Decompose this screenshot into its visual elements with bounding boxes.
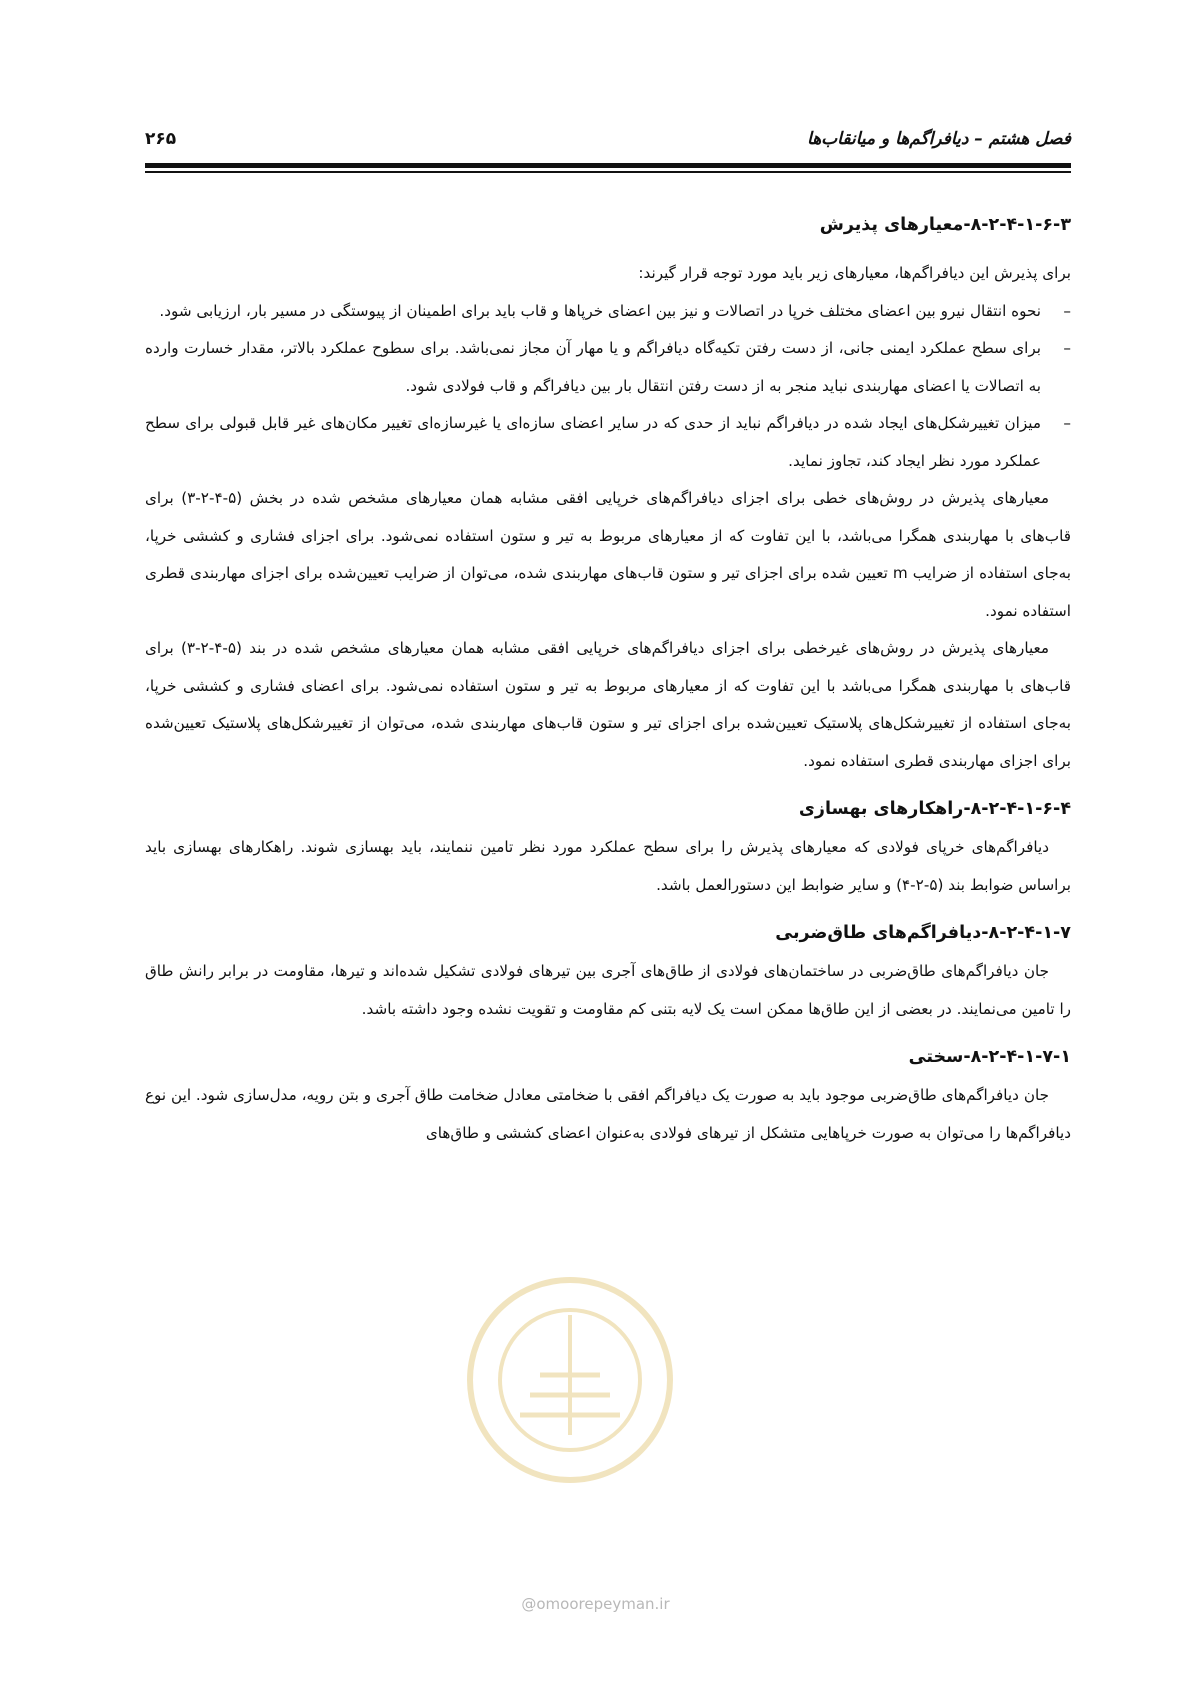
paragraph: جان دیافراگم‌های طاق‌ضربی موجود باید به صورت یک دیافراگم افقی با ضخامتی معادل ضخامت طاق آجری و بتن رویه، مدل‌سازی شود. این نوع دیافراگم‌ها را می‌توان به صورت خرپاهایی متشکل از تیرهای فولادی به‌عنوان اعضای کششی و طاق‌های bbox=[145, 1086, 1071, 1142]
bullet-text: میزان تغییرشکل‌های ایجاد شده در دیافراگم نباید از حدی که در سایر اعضای سازه‌ای یا غیرسازه‌ای تغییر مکان‌های غیر قابل قبولی برای سطح عملکرد مورد نظر ایجاد کند، تجاوز نماید. bbox=[145, 414, 1041, 470]
section-heading: ۸-۲-۴-۱-۶-۴-راهکارهای بهسازی bbox=[798, 799, 1071, 819]
section-heading: ۸-۲-۴-۱-۶-۳-معیارهای پذیرش bbox=[819, 215, 1071, 235]
bullet-text: نحوه انتقال نیرو بین اعضای مختلف خرپا در اتصالات و نیز بین اعضای خرپاها و قاب باید برای اطمینان از پیوستگی در مسیر بار، ارزیابی شود. bbox=[159, 301, 1041, 320]
section-heading: ۸-۲-۴-۱-۷-دیافراگم‌های طاق‌ضربی bbox=[775, 923, 1071, 943]
section-heading: ۸-۲-۴-۱-۷-۱-سختی bbox=[908, 1047, 1071, 1067]
paragraph: معیارهای پذیرش در روش‌های خطی برای اجزای دیافراگم‌های خرپایی افقی مشابه همان معیارهای مشخص شده در بخش (۵-۴-۲-۳) برای قاب‌های با مهاربندی همگرا می‌باشد، با این تفاوت که از معیارهای مربوط به تیر و ستون استفاده نمی‌شود. برای اجزای فشاری و کششی خرپا، به‌جای استفاده از ضرایب m تعیین شده برای اجزای تیر و ستون قاب‌های مهاربندی شده، می‌توان از ضرایب تعیین‌شده برای اجزای مهاربندی قطری استفاده نمود. bbox=[145, 489, 1071, 620]
bullet-text: برای سطح عملکرد ایمنی جانی، از دست رفتن تکیه‌گاه دیافراگم و یا مهار آن مجاز نمی‌باشد. برای سطوح عملکرد بالاتر، مقدار خسارت وارده به اتصالات یا اعضای مهاربندی نباید منجر به از دست رفتن انتقال بار بین دیافراگم و قاب فولادی شود. bbox=[145, 339, 1041, 395]
bullet-item bbox=[145, 405, 1071, 480]
dash-bullet-icon: – bbox=[1063, 301, 1071, 320]
bullet-item bbox=[145, 293, 1071, 331]
dash-bullet-icon: – bbox=[1063, 414, 1071, 432]
header-rule-thick bbox=[145, 163, 1071, 168]
paragraph: جان دیافراگم‌های طاق‌ضربی در ساختمان‌های فولادی از طاق‌های آجری بین تیرهای فولادی تشکیل شده‌اند و تیرها، مقاومت در برابر رانش طاق را تامین می‌نمایند. در بعضی از این طاق‌ها ممکن است یک لایه بتنی کم مقاومت و تقویت نشده وجود داشته باشد. bbox=[145, 962, 1071, 1018]
page-body bbox=[145, 205, 1071, 1152]
page-number: ۲۶۵ bbox=[145, 129, 177, 149]
dash-bullet-icon: – bbox=[1063, 339, 1071, 357]
bullet-list bbox=[145, 293, 1071, 481]
watermark-seal-icon bbox=[460, 1255, 680, 1505]
paragraph: برای پذیرش این دیافراگم‌ها، معیارهای زیر باید مورد توجه قرار گیرند: bbox=[638, 264, 1071, 282]
page-header bbox=[145, 124, 1071, 154]
chapter-title: فصل هشتم – دیافراگم‌ها و میانقاب‌ها bbox=[807, 129, 1071, 149]
watermark-site: @omoorepeyman.ir bbox=[521, 1595, 670, 1613]
paragraph: دیافراگم‌های خرپای فولادی که معیارهای پذیرش را برای سطح عملکرد مورد نظر تامین ننمایند، باید بهسازی شوند. راهکارهای بهسازی باید براساس ضوابط بند (۵-۲-۴) و سایر ضوابط این دستورالعمل باشد. bbox=[145, 838, 1071, 894]
header-rule-thin bbox=[145, 171, 1071, 173]
paragraph: معیارهای پذیرش در روش‌های غیرخطی برای اجزای دیافراگم‌های خرپایی افقی مشابه همان معیارهای مشخص شده در بند (۵-۴-۲-۳) برای قاب‌های با مهاربندی همگرا می‌باشد با این تفاوت که از معیارهای مربوط به تیر و ستون استفاده نمی‌شود. برای اعضای فشاری و کششی خرپا، به‌جای استفاده از تغییرشکل‌های پلاستیک تعیین‌شده برای اجزای تیر و ستون قاب‌های مهاربندی شده، می‌توان از تغییرشکل‌های پلاستیک تعیین‌شده برای اجزای مهاربندی قطری استفاده نمود. bbox=[145, 639, 1071, 770]
bullet-item bbox=[145, 330, 1071, 405]
